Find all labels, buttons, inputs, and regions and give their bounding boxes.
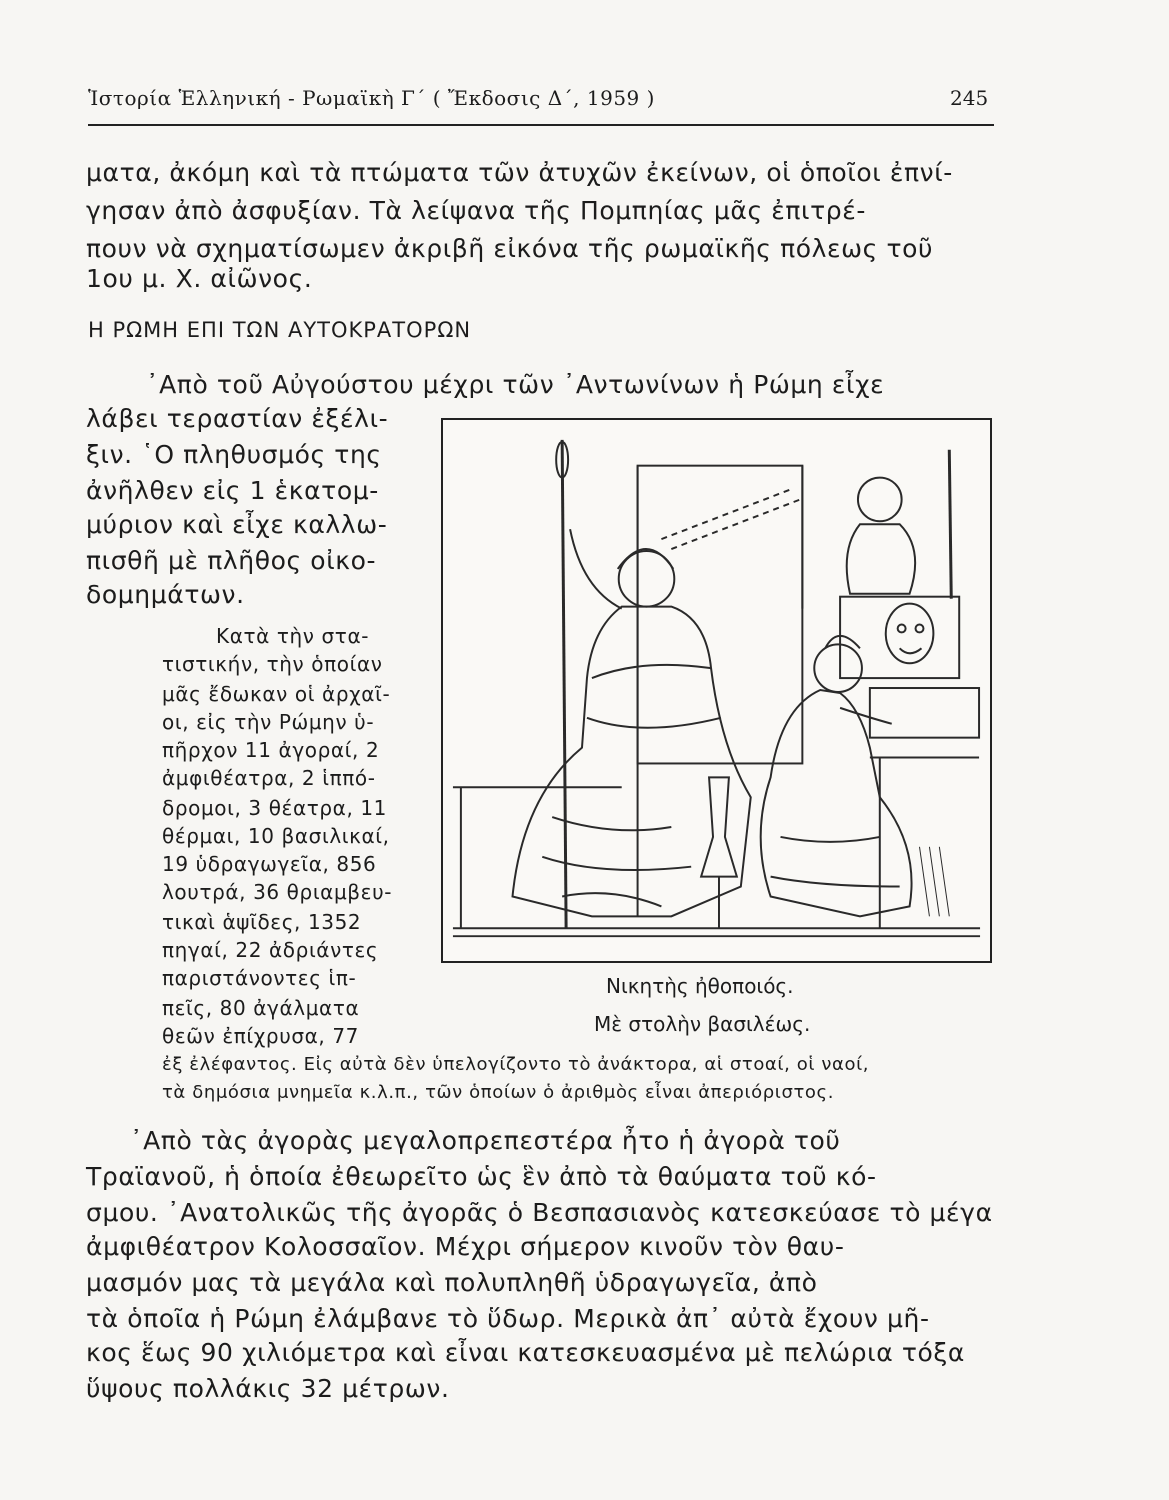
- stats-line: ἐξ ἐλέφαντος. Εἰς αὐτὰ δὲν ὑπελογίζοντο τὸ ἀνάκτορα, αἱ στοαί, οἱ ναοί,: [162, 1054, 870, 1075]
- figure-caption-line2: Μὲ στολὴν βασιλέως.: [594, 1012, 811, 1036]
- stats-line: Κατὰ τὴν στα-: [216, 624, 370, 648]
- stats-line: τικαὶ ἁψῖδες, 1352: [162, 910, 362, 934]
- text-line: ἀνῆλθεν εἰς 1 ἑκατομ-: [86, 476, 379, 505]
- stats-line: πηγαί, 22 ἀδριάντες: [162, 938, 379, 962]
- stats-line: ἀμφιθέατρα, 2 ἱππό-: [162, 766, 376, 790]
- page-number: 245: [950, 86, 989, 110]
- stats-line: μᾶς ἔδωκαν οἱ ἀρχαῖ-: [162, 682, 391, 706]
- text-line: μύριον καὶ εἶχε καλλω-: [86, 510, 388, 539]
- text-line: σμου. ᾿Ανατολικῶς τῆς ἀγορᾶς ὁ Βεσπασιανὸς κατεσκεύασε τὸ μέγα: [86, 1198, 993, 1227]
- running-header-title: Ἱστορία Ἑλληνική - Ρωμαϊκὴ Γ΄ ( Ἔκδοσις Δ΄, 1959 ): [88, 86, 655, 110]
- stats-line: λουτρά, 36 θριαμβευ-: [162, 880, 393, 904]
- text-line: μασμόν μας τὰ μεγάλα καὶ πολυπληθῆ ὑδραγωγεῖα, ἀπὸ: [86, 1268, 818, 1297]
- text-line: ματα, ἀκόμη καὶ τὰ πτώματα τῶν ἀτυχῶν ἐκείνων, οἱ ὁποῖοι ἐπνί-: [86, 158, 953, 187]
- text-line: 1ου μ. Χ. αἰῶνος.: [86, 264, 313, 293]
- stats-line: θέρμαι, 10 βασιλικαί,: [162, 824, 390, 848]
- stats-line: δρομοι, 3 θέατρα, 11: [162, 796, 388, 820]
- text-line: ἀμφιθέατρον Κολοσσαῖον. Μέχρι σήμερον κινοῦν τὸν θαυ-: [86, 1232, 845, 1261]
- text-line: δομημάτων.: [86, 580, 245, 609]
- text-line: ᾿Απὸ τὰς ἀγορὰς μεγαλοπρεπεστέρα ἦτο ἡ ἀγορὰ τοῦ: [130, 1126, 841, 1155]
- stats-line: πεῖς, 80 ἀγάλματα: [162, 996, 360, 1020]
- text-line: Τραϊανοῦ, ἡ ὁποία ἐθεωρεῖτο ὡς ἓν ἀπὸ τὰ θαύματα τοῦ κό-: [86, 1162, 877, 1191]
- stats-line: τὰ δημόσια μνημεῖα κ.λ.π., τῶν ὁποίων ὁ ἀριθμὸς εἶναι ἀπεριόριστος.: [162, 1082, 835, 1103]
- text-line: λάβει τεραστίαν ἐξέλι-: [86, 404, 389, 433]
- text-line: γησαν ἀπὸ ἀσφυξίαν. Τὰ λείψανα τῆς Πομπηίας μᾶς ἐπιτρέ-: [86, 196, 866, 225]
- stats-line: πῆρχον 11 ἀγοραί, 2: [162, 738, 380, 762]
- text-line: κος ἕως 90 χιλιόμετρα καὶ εἶναι κατεσκευασμένα μὲ πελώρια τόξα: [86, 1338, 965, 1367]
- figure-caption-line1: Νικητὴς ἠθοποιός.: [606, 974, 794, 998]
- text-line: ξιν. ῾Ο πληθυσμός της: [86, 440, 382, 469]
- stats-line: οι, εἰς τὴν Ρώμην ὑ-: [162, 710, 375, 734]
- text-line: ᾿Απὸ τοῦ Αὐγούστου μέχρι τῶν ᾿Αντωνίνων ἡ Ρώμη εἶχε: [146, 370, 885, 399]
- text-line: πουν νὰ σχηματίσωμεν ἀκριβῆ εἰκόνα τῆς ρωμαϊκῆς πόλεως τοῦ: [86, 234, 934, 263]
- text-line: ὕψους πολλάκις 32 μέτρων.: [86, 1374, 450, 1403]
- stats-line: παριστάνοντες ἱπ-: [162, 966, 357, 990]
- stats-line: τιστικήν, τὴν ὁποίαν: [162, 652, 383, 676]
- stats-line: 19 ὑδραγωγεῖα, 856: [162, 852, 377, 876]
- engraving-drawing: [443, 420, 990, 961]
- text-line: πισθῆ μὲ πλῆθος οἰκο-: [86, 546, 377, 575]
- stats-line: θεῶν ἐπίχρυσα, 77: [162, 1024, 359, 1048]
- text-line: τὰ ὁποῖα ἡ Ρώμη ἐλάμβανε τὸ ὕδωρ. Μερικὰ ἀπ᾿ αὐτὰ ἔχουν μῆ-: [86, 1304, 930, 1333]
- header-rule: [88, 124, 994, 126]
- section-heading: Η ΡΩΜΗ ΕΠΙ ΤΩΝ ΑΥΤΟΚΡΑΤΟΡΩΝ: [88, 318, 472, 342]
- figure-illustration: [441, 418, 992, 963]
